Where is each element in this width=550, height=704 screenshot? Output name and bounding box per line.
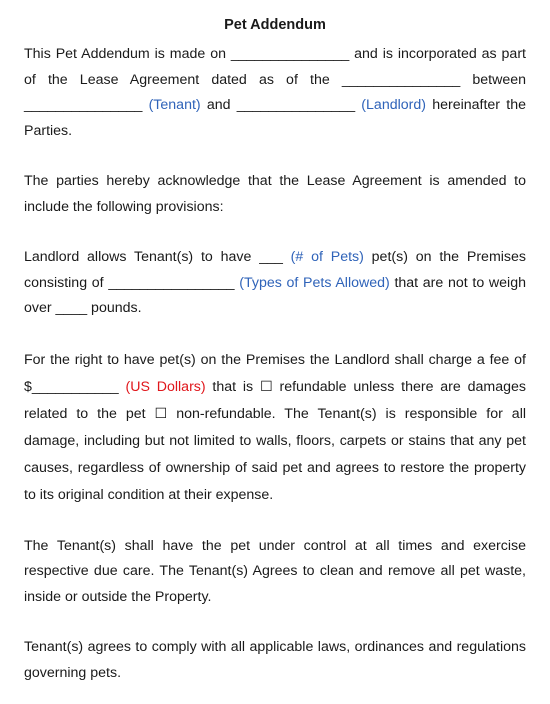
spacer <box>24 322 526 347</box>
intro-text-5: hereinafter the Parties. <box>24 97 526 139</box>
document-title: Pet Addendum <box>224 17 326 33</box>
date-made-blank: _______________ <box>230 46 350 62</box>
fee-text-1: For the right to have pet(s) on the Premises the Landlord shall charge a fee of $ <box>24 351 526 395</box>
spacer <box>24 144 526 169</box>
pet-count-blank: ___ <box>259 249 283 265</box>
tenant-name-blank: _______________ <box>24 97 143 113</box>
paragraph-control: The Tenant(s) shall have the pet under control at all times and exercise respective due care. The Tenant(s) Agrees to clean and remove all pet waste, inside or outside the Property. <box>24 537 526 605</box>
non-refundable-checkbox[interactable]: ☐ <box>154 405 168 422</box>
paragraph-intro <box>24 42 526 144</box>
spacer <box>24 610 526 635</box>
currency-hint: (US Dollars) <box>118 378 206 395</box>
intro-text-1: This Pet Addendum is made on <box>24 46 231 62</box>
pet-addendum-document <box>24 14 526 686</box>
intro-text-2: and is incorporated as part of the Lease Agreement dated as of the <box>24 46 526 88</box>
intro-text-3: between <box>460 71 526 88</box>
paragraph-acknowledge: The parties hereby acknowledge that the Lease Agreement is amended to include the following provisions: <box>24 173 526 215</box>
refundable-checkbox[interactable]: ☐ <box>259 378 273 395</box>
fee-text-2: that is <box>205 378 260 395</box>
intro-text-4: and <box>200 97 237 113</box>
pet-weight-blank: ____ <box>55 300 88 316</box>
landlord-hint: (Landlord) <box>355 97 426 113</box>
lease-date-blank: _______________ <box>341 71 461 88</box>
paragraph-pets-allowed <box>24 245 526 322</box>
pets-text-2: pet(s) on the Premises consisting of <box>24 249 526 291</box>
pets-text-1: Landlord allows Tenant(s) to have <box>24 249 260 265</box>
fee-amount-blank: ___________ <box>31 378 119 395</box>
spacer <box>24 220 526 245</box>
pets-text-4: pounds. <box>87 300 142 316</box>
fee-text-4: non-refundable. The Tenant(s) is responsible for all damage, including but not limited to walls, floors, carpets or stains that any pet causes, regardless of ownership of said pet and agrees to restore the property to its original condition at their expense. <box>24 405 526 503</box>
spacer <box>24 509 526 534</box>
pet-types-blank: ________________ <box>108 274 235 291</box>
tenant-hint: (Tenant) <box>142 97 201 113</box>
pet-count-hint: (# of Pets) <box>282 249 364 265</box>
paragraph-fee <box>24 347 526 509</box>
landlord-name-blank: _______________ <box>236 97 356 113</box>
pets-text-3: that are not to weigh over <box>24 274 526 316</box>
fee-text-3: refundable unless there are damages related to the pet <box>24 378 526 422</box>
pet-types-hint: (Types of Pets Allowed) <box>234 274 390 291</box>
paragraph-laws: Tenant(s) agrees to comply with all applicable laws, ordinances and regulations governing pets. <box>24 639 526 681</box>
